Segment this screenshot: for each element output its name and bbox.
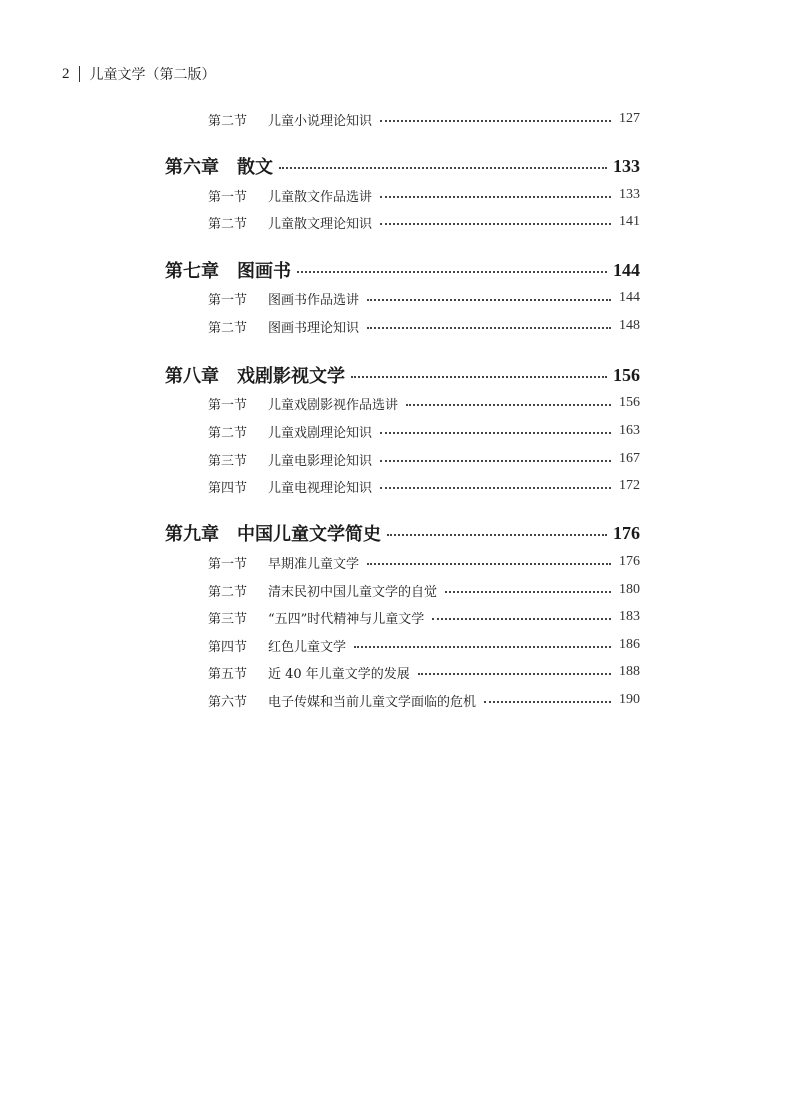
page-number: 156 [613, 364, 640, 385]
section-number: 第四节 [208, 480, 248, 496]
toc-section-entry[interactable] [208, 474, 640, 498]
chapter-number: 第九章 [165, 524, 219, 545]
dot-leader [380, 120, 611, 122]
dot-leader [380, 432, 611, 434]
toc-section-entry[interactable] [208, 688, 640, 712]
dot-leader [279, 167, 607, 169]
page-number: 133 [619, 187, 640, 202]
chapter-title: 中国儿童文学简史 [237, 524, 381, 545]
page-number: 148 [619, 318, 640, 333]
page-number: 141 [619, 214, 640, 229]
section-number: 第六节 [208, 694, 248, 710]
toc-section-entry[interactable] [208, 391, 640, 415]
page-number: 133 [613, 155, 640, 176]
toc-section-entry[interactable] [208, 605, 640, 629]
section-number: 第四节 [208, 639, 248, 655]
page-number: 163 [619, 423, 640, 438]
section-title: 图画书理论知识 [268, 320, 360, 336]
section-title: 儿童戏剧影视作品选讲 [268, 397, 399, 413]
toc-section-entry[interactable] [208, 419, 640, 443]
dot-leader [445, 591, 611, 593]
dot-leader [297, 271, 607, 273]
section-number: 第三节 [208, 453, 248, 469]
dot-leader [380, 487, 611, 489]
section-title: 儿童戏剧理论知识 [268, 425, 373, 441]
chapter-title: 图画书 [237, 261, 291, 282]
toc-section-entry[interactable] [208, 660, 640, 684]
page-number: 188 [619, 664, 640, 679]
page-number: 127 [619, 111, 640, 126]
toc-section-entry[interactable] [208, 183, 640, 207]
dot-leader [380, 196, 611, 198]
section-title: 电子传媒和当前儿童文学面临的危机 [268, 694, 477, 710]
chapter-number: 第七章 [165, 261, 219, 282]
section-number: 第五节 [208, 666, 248, 682]
dot-leader [380, 223, 611, 225]
page-number: 144 [619, 290, 640, 305]
page-number: 172 [619, 478, 640, 493]
page-number: 176 [613, 522, 640, 543]
section-number: 第二节 [208, 425, 248, 441]
section-title: 近 40 年儿童文学的发展 [268, 666, 410, 682]
section-title: 儿童小说理论知识 [268, 113, 373, 129]
toc-section-entry[interactable] [208, 314, 640, 338]
page-number: 176 [619, 554, 640, 569]
page-number: 190 [619, 692, 640, 707]
toc-section-entry[interactable] [208, 210, 640, 234]
section-number: 第一节 [208, 189, 248, 205]
page-number: 183 [619, 609, 640, 624]
toc-chapter-entry[interactable] [165, 518, 640, 548]
section-number: 第一节 [208, 556, 248, 572]
section-number: 第一节 [208, 292, 248, 308]
section-number: 第二节 [208, 320, 248, 336]
toc-section-entry[interactable] [208, 286, 640, 310]
dot-leader [380, 460, 611, 462]
section-title: 图画书作品选讲 [268, 292, 360, 308]
chapter-number: 第六章 [165, 157, 219, 178]
dot-leader [367, 563, 611, 565]
chapter-title: 戏剧影视文学 [237, 366, 345, 387]
section-title: “五四”时代精神与儿童文学 [268, 611, 425, 627]
section-number: 第一节 [208, 397, 248, 413]
toc-chapter-entry[interactable] [165, 360, 640, 390]
section-title: 红色儿童文学 [268, 639, 347, 655]
page-number: 186 [619, 637, 640, 652]
chapter-title: 散文 [237, 157, 273, 178]
toc-section-entry[interactable] [208, 447, 640, 471]
section-title: 儿童散文理论知识 [268, 216, 373, 232]
section-title: 儿童电影理论知识 [268, 453, 373, 469]
toc-section-entry[interactable] [208, 107, 640, 131]
dot-leader [432, 618, 611, 620]
dot-leader [484, 701, 611, 703]
dot-leader [387, 534, 607, 536]
section-title: 清末民初中国儿童文学的自觉 [268, 584, 438, 600]
toc-section-entry[interactable] [208, 633, 640, 657]
toc-section-entry[interactable] [208, 550, 640, 574]
header-page-number: 2 [62, 65, 70, 82]
toc-section-entry[interactable] [208, 578, 640, 602]
section-title: 儿童散文作品选讲 [268, 189, 373, 205]
page-number: 156 [619, 395, 640, 410]
section-number: 第二节 [208, 113, 248, 129]
toc-chapter-entry[interactable] [165, 255, 640, 285]
page-number: 144 [613, 259, 640, 280]
dot-leader [406, 404, 611, 406]
section-number: 第二节 [208, 216, 248, 232]
header-book-title: 儿童文学（第二版） [89, 67, 216, 83]
dot-leader [354, 646, 611, 648]
dot-leader [367, 327, 611, 329]
section-number: 第二节 [208, 584, 248, 600]
section-number: 第三节 [208, 611, 248, 627]
section-title: 早期准儿童文学 [268, 556, 360, 572]
page-number: 180 [619, 582, 640, 597]
dot-leader [418, 673, 611, 675]
dot-leader [367, 299, 611, 301]
page-number: 167 [619, 451, 640, 466]
chapter-number: 第八章 [165, 366, 219, 387]
section-title: 儿童电视理论知识 [268, 480, 373, 496]
toc-chapter-entry[interactable] [165, 151, 640, 181]
dot-leader [351, 376, 607, 378]
